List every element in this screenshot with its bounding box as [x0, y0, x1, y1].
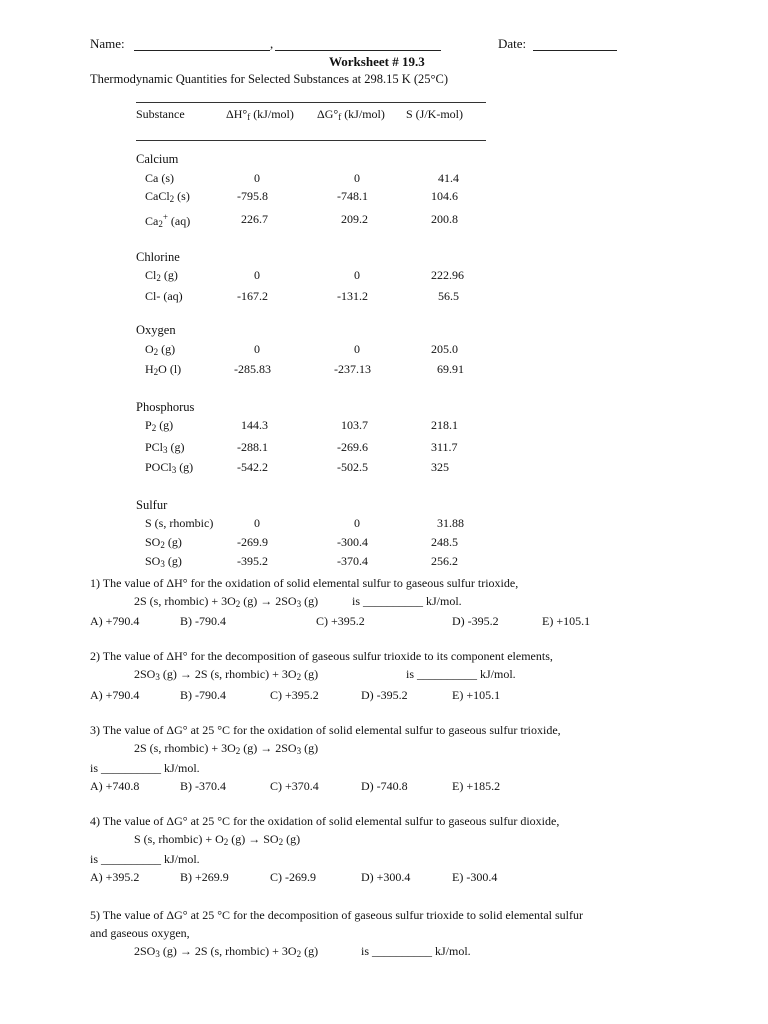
substance-cl2: $Cl_2$ (g)	[145, 268, 178, 283]
question-1-choice-c[interactable]: C) +395.2	[316, 614, 365, 628]
question-1-choice-e[interactable]: E) +105.1	[542, 614, 591, 628]
s-value: 222.96	[431, 268, 464, 282]
date-blank[interactable]	[533, 38, 617, 51]
substance-h2o: $H_2O$ (l)	[145, 362, 182, 377]
question-4-choice-e[interactable]: E) -300.4	[452, 870, 498, 884]
table-top-rule	[136, 102, 486, 103]
group-sulfur: Sulfur	[136, 498, 168, 512]
question-4-choice-c[interactable]: C) -269.9	[270, 870, 316, 884]
dh-value: -285.83	[234, 362, 271, 376]
substance-cacl2: CaCl$_2$ (s)	[145, 189, 190, 204]
dh-value: -269.9	[237, 535, 268, 549]
dg-value: 209.2	[341, 212, 368, 226]
question-4-equation: S (s, rhombic) + $O_2$ $(g) \to SO_2$ (g)	[134, 832, 301, 847]
dh-value: 0	[254, 342, 260, 356]
question-1-answer-blank[interactable]: is __________ kJ/mol.	[352, 594, 462, 608]
substance-so3: $SO_3$ (g)	[145, 554, 182, 569]
date-label: Date:	[498, 36, 527, 51]
group-oxygen: Oxygen	[136, 323, 176, 337]
substance-ca: Ca (s)	[145, 171, 174, 185]
dh-value: -395.2	[237, 554, 268, 568]
s-value: 200.8	[431, 212, 458, 226]
question-2-choice-b[interactable]: B) -790.4	[180, 688, 226, 702]
s-value: 218.1	[431, 418, 458, 432]
s-value: 41.4	[438, 171, 459, 185]
dg-value: 0	[354, 342, 360, 356]
question-3-choice-c[interactable]: C) +370.4	[270, 779, 319, 793]
substance-pcl3: PCl$_3$ (g)	[145, 440, 185, 455]
s-value: 69.91	[437, 362, 464, 376]
dg-value: -300.4	[337, 535, 368, 549]
question-1-choice-a[interactable]: A) +790.4	[90, 614, 140, 628]
dg-value: -502.5	[337, 460, 368, 474]
substance-p2: $P_2$ (g)	[145, 418, 174, 433]
s-value: 311.7	[431, 440, 458, 454]
question-3-stem: 3) The value of ΔG° at 25 °C for the oxidation of solid elemental sulfur to gaseous sulfur trioxide,	[90, 723, 561, 737]
col-header-substance: Substance	[136, 107, 185, 121]
question-5-answer-blank[interactable]: is __________ kJ/mol.	[361, 944, 471, 958]
worksheet-title: Worksheet # 19.3	[329, 54, 425, 69]
col-header-entropy: S (J/K-mol)	[406, 107, 463, 121]
dg-value: -370.4	[337, 554, 368, 568]
s-value: 205.0	[431, 342, 458, 356]
dh-value: 0	[254, 516, 260, 530]
s-value: 256.2	[431, 554, 458, 568]
dh-value: -795.8	[237, 189, 268, 203]
dg-value: 103.7	[341, 418, 368, 432]
name-separator: ,	[270, 36, 274, 51]
dh-value: 0	[254, 268, 260, 282]
dg-value: -131.2	[337, 289, 368, 303]
question-4-choice-b[interactable]: B) +269.9	[180, 870, 229, 884]
table-header-rule	[136, 140, 486, 141]
dg-value: -237.13	[334, 362, 371, 376]
question-4-answer-blank[interactable]: is __________ kJ/mol.	[90, 852, 200, 866]
question-4-choice-d[interactable]: D) +300.4	[361, 870, 411, 884]
dh-value: 226.7	[241, 212, 268, 226]
question-3-answer-blank[interactable]: is __________ kJ/mol.	[90, 761, 200, 775]
question-2-stem: 2) The value of ΔH° for the decomposition of gaseous sulfur trioxide to its component elements,	[90, 649, 553, 663]
question-5-equation: $2SO_3$ (g) → 2S (s, rhombic) + $3O_2$ (g)	[134, 944, 319, 959]
dh-value: -542.2	[237, 460, 268, 474]
question-2-choice-e[interactable]: E) +105.1	[452, 688, 501, 702]
dh-value: -167.2	[237, 289, 268, 303]
dg-value: -748.1	[337, 189, 368, 203]
table-caption: Thermodynamic Quantities for Selected Substances at 298.15 K (25°C)	[90, 72, 449, 86]
s-value: 325	[431, 460, 449, 474]
question-2-answer-blank[interactable]: is __________ kJ/mol.	[406, 667, 516, 681]
question-1-equation: 2S (s, rhombic) + $3O_2$ $(g) \to 2SO_3$ (g)	[134, 594, 319, 609]
substance-s-rhombic: S (s, rhombic)	[145, 516, 214, 530]
dh-value: -288.1	[237, 440, 268, 454]
question-1-choice-b[interactable]: B) -790.4	[180, 614, 226, 628]
question-4-choice-a[interactable]: A) +395.2	[90, 870, 140, 884]
dg-value: -269.6	[337, 440, 368, 454]
group-calcium: Calcium	[136, 152, 179, 166]
question-3-choice-a[interactable]: A) +740.8	[90, 779, 140, 793]
dg-value: 0	[354, 268, 360, 282]
s-value: 104.6	[431, 189, 458, 203]
s-value: 248.5	[431, 535, 458, 549]
col-header-dhf: $\Delta H^\circ_f$ (kJ/mol)	[226, 107, 294, 122]
substance-o2: $O_2$ (g)	[145, 342, 176, 357]
question-1-choice-d[interactable]: D) -395.2	[452, 614, 499, 628]
question-3-choice-e[interactable]: E) +185.2	[452, 779, 501, 793]
dh-value: 144.3	[241, 418, 268, 432]
group-phosphorus: Phosphorus	[136, 400, 195, 414]
question-2-choice-a[interactable]: A) +790.4	[90, 688, 140, 702]
question-3-choice-b[interactable]: B) -370.4	[180, 779, 226, 793]
dg-value: 0	[354, 516, 360, 530]
name-blank-last[interactable]	[275, 38, 441, 51]
name-label: Name:	[90, 36, 125, 51]
question-1-stem: 1) The value of ΔH° for the oxidation of solid elemental sulfur to gaseous sulfur trioxide,	[90, 576, 519, 590]
question-4-stem: 4) The value of ΔG° at 25 °C for the oxidation of solid elemental sulfur to gaseous sulfur dioxide,	[90, 814, 560, 828]
dg-value: 0	[354, 171, 360, 185]
substance-ca2plus: $Ca_2^+$ (aq)	[145, 212, 191, 229]
s-value: 31.88	[437, 516, 464, 530]
question-2-choice-d[interactable]: D) -395.2	[361, 688, 408, 702]
substance-pocl3: POCl$_3$ (g)	[145, 460, 194, 475]
substance-cl-ion: Cl- (aq)	[145, 289, 183, 303]
question-2-choice-c[interactable]: C) +395.2	[270, 688, 319, 702]
question-5-stem: 5) The value of ΔG° at 25 °C for the decomposition of gaseous sulfur trioxide to solid elemental sulfur	[90, 908, 583, 922]
col-header-dgf: $\Delta G^\circ_f$ (kJ/mol)	[317, 107, 385, 122]
group-chlorine: Chlorine	[136, 250, 180, 264]
question-2-equation: $2SO_3$ (g) → 2S (s, rhombic) + $3O_2$ (g)	[134, 667, 319, 682]
question-5-stem-continued: and gaseous oxygen,	[90, 926, 190, 940]
dh-value: 0	[254, 171, 260, 185]
question-3-choice-d[interactable]: D) -740.8	[361, 779, 408, 793]
substance-so2: $SO_2$ (g)	[145, 535, 182, 550]
name-blank-first[interactable]	[134, 38, 270, 51]
question-3-equation: 2S (s, rhombic) + $3O_2$ $(g) \to 2SO_3$ (g)	[134, 741, 319, 756]
s-value: 56.5	[438, 289, 459, 303]
